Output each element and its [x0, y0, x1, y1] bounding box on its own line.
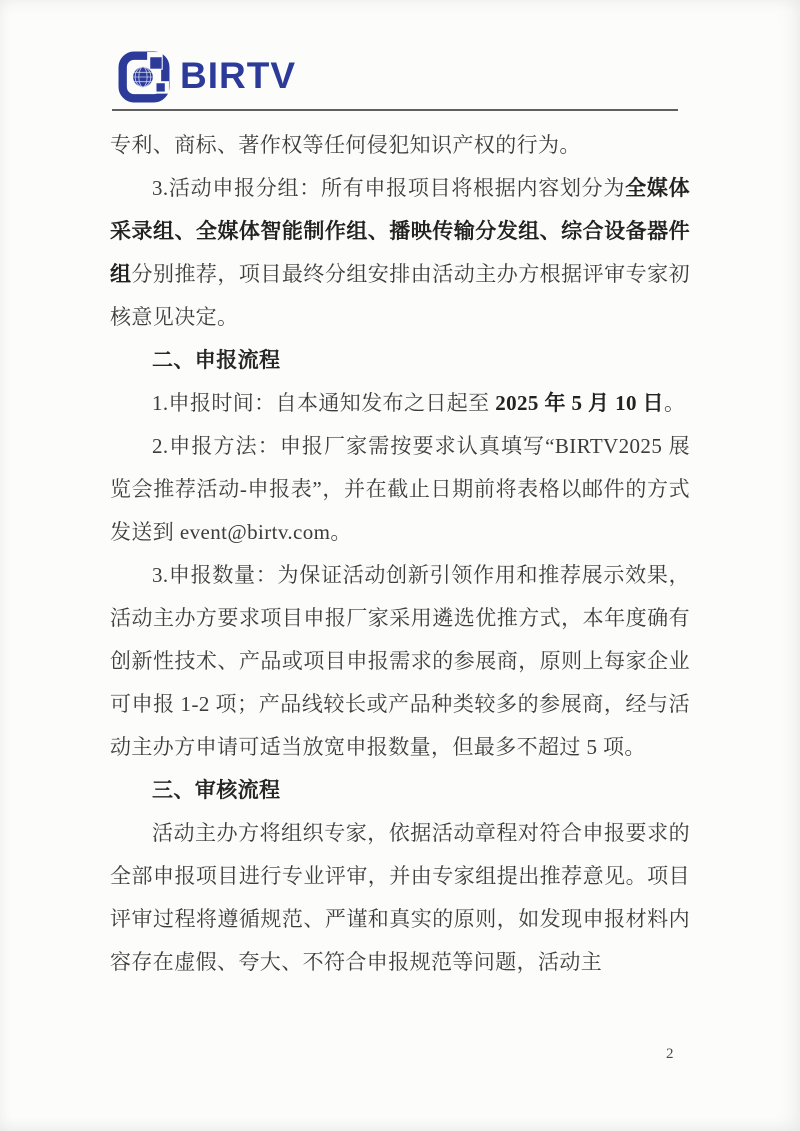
- grouping-outro-text: 分别推荐，项目最终分组安排由活动主办方根据评审专家初核意见决定。: [110, 262, 690, 329]
- section-heading-application-process: 二、申报流程: [152, 348, 281, 372]
- grouping-intro-text: 3.活动申报分组：所有申报项目将根据内容划分为: [152, 176, 626, 200]
- birtv-logo-text: BIRTV: [180, 54, 296, 96]
- paragraph-review-process: 活动主办方将组织专家，依据活动章程对符合申报要求的全部申报项目进行专业评审，并由专家组提出推荐意见。项目评审过程将遵循规范、严谨和真实的原则，如发现申报材料内容存在虚假、夸大、不符合申报规范等问题，活动主: [110, 821, 690, 974]
- grouping-categories-text: 全媒体采录组、全媒体智能制作组、播映传输分发组、综合设备器件组: [110, 176, 690, 286]
- page-number: 2: [666, 1046, 674, 1062]
- paragraph-application-quantity: 3.申报数量：为保证活动创新引领作用和推荐展示效果，活动主办方要求项目申报厂家采用遴选优推方式，本年度确有创新性技术、产品或项目申报需求的参展商，原则上每家企业可申报 1-2 项；产品线较长或产品种类较多的参展商，经与活动主办方申请可适当放宽申报数量，但最多不超过 5 项。: [110, 563, 690, 759]
- birtv-logo: [118, 50, 680, 104]
- paragraph-application-method: 2.申报方法：申报厂家需按要求认真填写“BIRTV2025 展览会推荐活动-申报表”，并在截止日期前将表格以邮件的方式发送到 event@birtv.com。: [110, 434, 690, 544]
- paragraph-application-grouping: [110, 167, 690, 339]
- section-heading-review-process: 三、审核流程: [152, 778, 281, 802]
- application-deadline-date: 2025 年 5 月 10 日: [495, 391, 664, 415]
- paragraph-ip-infringement: 专利、商标、著作权等任何侵犯知识产权的行为。: [110, 133, 581, 157]
- birtv-logo-icon: [118, 51, 170, 103]
- paragraph-application-time: [110, 382, 690, 425]
- application-time-text: 1.申报时间：自本通知发布之日起至: [152, 391, 496, 415]
- application-time-period: 。: [663, 391, 686, 415]
- document-body: [0, 111, 800, 984]
- page-header: [0, 0, 800, 104]
